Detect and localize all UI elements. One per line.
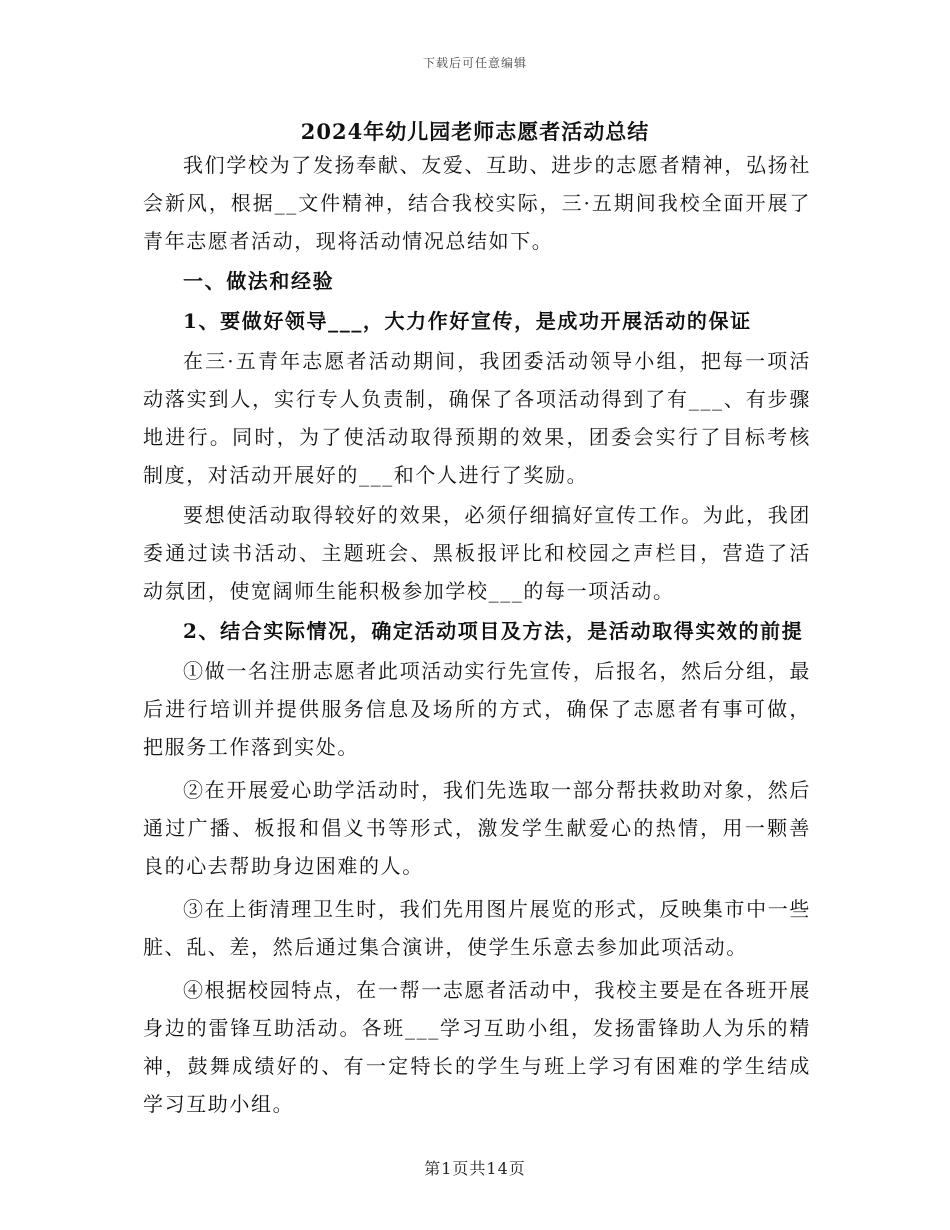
document-body (143, 146, 811, 1123)
subsection-heading-methods: 2、结合实际情况，确定活动项目及方法，是活动取得实效的前提 (183, 619, 804, 643)
header-note: 下载后可任意编辑 (422, 56, 527, 70)
list-item-registration: ①做一名注册志愿者此项活动实行先宣传，后报名，然后分组，最后进行培训并提供服务信息及场所的方式，确保了志愿者有事可做，把服务工作落到实处。 (143, 659, 811, 759)
publicity-paragraph: 要想使活动取得较好的效果，必须仔细搞好宣传工作。为此，我团委通过读书活动、主题班会、黑板报评比和校园之声栏目，营造了活动氛团，使宽阔师生能积极参加学校___的每一项活动。 (143, 503, 811, 603)
intro-paragraph: 我们学校为了发扬奉献、友爱、互助、进步的志愿者精神，弘扬社会新风，根据__文件精神，结合我校实际，三·五期间我校全面开展了青年志愿者活动，现将活动情况总结如下。 (143, 153, 811, 253)
list-item-charity: ②在开展爱心助学活动时，我们先选取一部分帮扶救助对象，然后通过广播、板报和倡义书等形式，激发学生献爱心的热情，用一颗善良的心去帮助身边困难的人。 (143, 778, 811, 878)
page-number: 第1页共14页 (424, 1159, 526, 1178)
subsection-heading-leadership: 1、要做好领导___，大力作好宣传，是成功开展活动的保证 (183, 309, 752, 333)
section-heading-practices: 一、做法和经验 (183, 269, 335, 293)
list-item-cleanup: ③在上街清理卫生时，我们先用图片展览的形式，反映集市中一些脏、乱、差，然后通过集合演讲，使学生乐意去参加此项活动。 (143, 897, 811, 959)
leadership-paragraph: 在三·五青年志愿者活动期间，我团委活动领导小组，把每一项活动落实到人，实行专人负责制，确保了各项活动得到了有___、有步骤地进行。同时，为了使活动取得预期的效果，团委会实行了目标考核制度，对活动开展好的___和个人进行了奖励。 (143, 349, 811, 487)
list-item-mutual-aid: ④根据校园特点，在一帮一志愿者活动中，我校主要是在各班开展身边的雷锋互助活动。各班___学习互助小组，发扬雷锋助人为乐的精神，鼓舞成绩好的、有一定特长的学生与班上学习有困难的学生结成学习互助小组。 (143, 978, 811, 1116)
document-title: 2024年幼儿园老师志愿者活动总结 (300, 119, 650, 144)
